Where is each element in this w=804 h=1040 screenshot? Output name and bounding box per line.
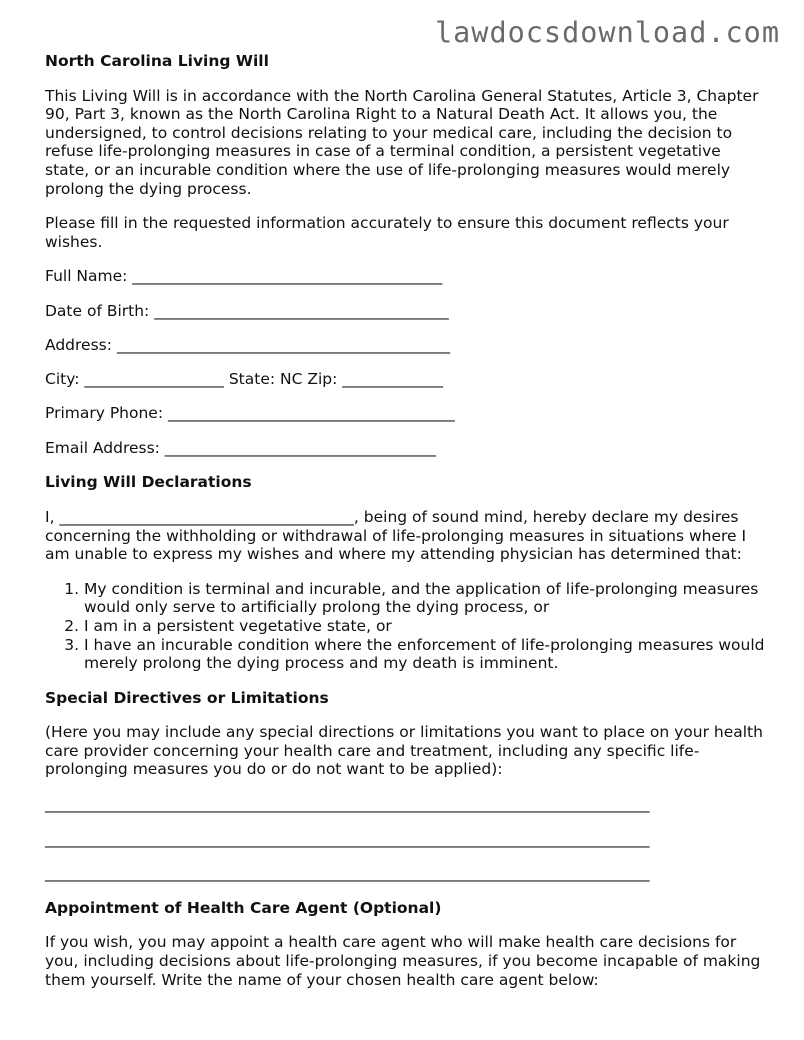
address-field[interactable]: Address: ___________________________________________ [45,335,451,354]
document-title: North Carolina Living Will [45,52,269,70]
instructions-paragraph: Please fill in the requested information accurately to ensure this document reflects your wishes. [45,214,729,251]
date-of-birth-field[interactable]: Date of Birth: ______________________________________ [45,301,449,320]
list-item: 1. My condition is terminal and incurable, and the application of life-prolonging measures would only serve to artificially prolong the dying process, or [84,580,765,617]
full-name-field[interactable]: Full Name: ________________________________________ [45,267,443,286]
special-directives-line[interactable]: ______________________________________________________________________________ [45,795,650,814]
primary-phone-field[interactable]: Primary Phone: _____________________________________ [45,404,455,423]
intro-paragraph: This Living Will is in accordance with the North Carolina General Statutes, Article 3, Chapter 90, Part 3, known as the North Carolina Right to a Natural Death Act. It allows you, the undersigned, to control decisions relating to your medical care, including the decision to refuse life-prolonging measures in case of a terminal condition, a persistent vegetative state, or an incurable condition where the use of life-prolonging measures would merely prolong the dying process. [45,86,759,198]
declarations-heading: Living Will Declarations [45,473,252,492]
declarations-list [45,580,765,673]
document-page [45,52,765,989]
personal-info-fields [45,267,765,457]
health-care-agent-paragraph: If you wish, you may appoint a health care agent who will make health care decisions for you, including decisions about life-prolonging measures, if you become incapable of making them yourself. Write the name of your chosen health care agent below: [45,933,761,989]
special-directives-heading: Special Directives or Limitations [45,688,329,707]
special-directives-line[interactable]: ______________________________________________________________________________ [45,864,650,883]
city-state-zip-field[interactable]: City: __________________ State: NC Zip: _____________ [45,370,444,389]
email-address-field[interactable]: Email Address: ___________________________________ [45,438,437,457]
watermark: lawdocsdownload.com [434,16,780,49]
health-care-agent-heading: Appointment of Health Care Agent (Optional) [45,898,442,917]
list-item: 3. I have an incurable condition where the enforcement of life-prolonging measures would merely prolong the dying process and my death is imminent. [84,636,765,673]
list-item: 2. I am in a persistent vegetative state, or [84,617,765,636]
declarations-paragraph: I, ______________________________________, being of sound mind, hereby declare my desires concerning the withholding or withdrawal of life-prolonging measures in situations where I am unable to express my wishes and where my attending physician has determined that: [45,507,747,564]
special-directives-line[interactable]: ______________________________________________________________________________ [45,829,650,848]
special-directives-paragraph: (Here you may include any special directions or limitations you want to place on your health care provider concerning your health care and treatment, including any specific life-prolonging measures you do or do not want to be applied): [45,723,763,779]
